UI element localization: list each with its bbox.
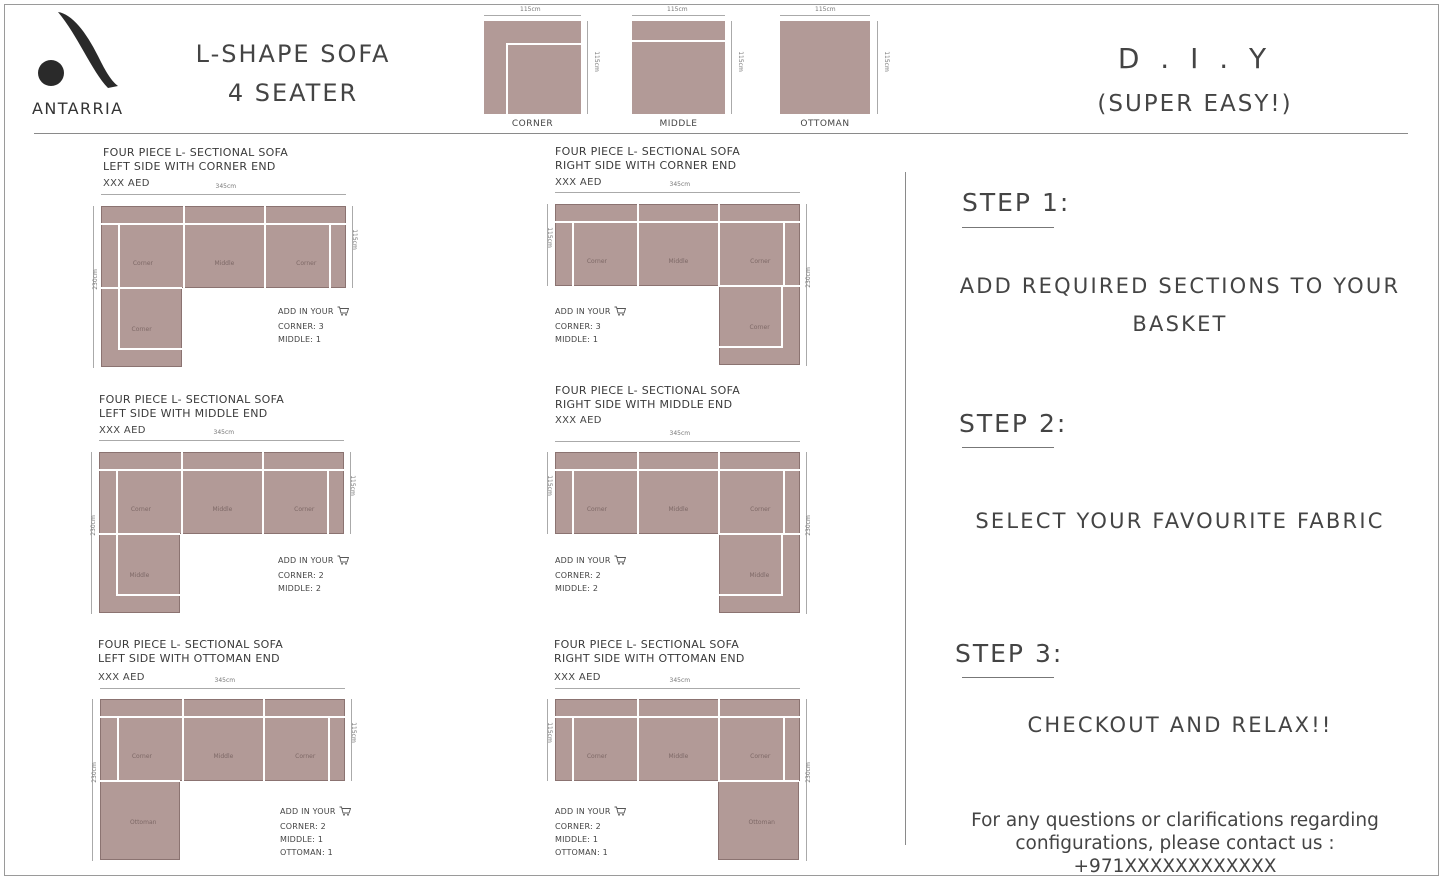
module-width-label: 115cm xyxy=(667,6,688,13)
seam xyxy=(328,716,330,781)
seam xyxy=(719,533,800,535)
seam xyxy=(327,469,329,534)
cart-icon xyxy=(339,806,351,816)
segment-label: Corner xyxy=(132,260,154,267)
seam xyxy=(572,716,574,781)
seam xyxy=(101,287,182,289)
seam xyxy=(719,346,783,348)
step-text: CHECKOUT AND RELAX!! xyxy=(1027,713,1333,737)
module-label: MIDDLE xyxy=(659,119,698,129)
module-depth-label: 115cm xyxy=(592,51,600,72)
seam xyxy=(182,699,184,781)
sofa-top-section xyxy=(555,204,800,286)
config-title: FOUR PIECE L- SECTIONAL SOFA LEFT SIDE WITH MIDDLE END xyxy=(99,393,285,420)
sofa-top-section xyxy=(555,699,800,781)
seam xyxy=(555,469,800,471)
module-depth-label: 115cm xyxy=(882,51,890,72)
config-title: FOUR PIECE L- SECTIONAL SOFA LEFT SIDE WITH OTTOMAN END xyxy=(98,638,284,665)
add-in-your-label: ADD IN YOUR xyxy=(555,307,611,316)
add-in-your-label: ADD IN YOUR xyxy=(278,307,334,316)
seam xyxy=(718,204,720,286)
basket-info xyxy=(555,554,626,595)
count-line: OTTOMAN: 1 xyxy=(280,848,333,857)
basket-info xyxy=(555,305,626,346)
segment-label: Corner xyxy=(130,506,152,513)
seam xyxy=(100,780,180,782)
length-dimension-label: 230cm xyxy=(804,515,812,536)
seam xyxy=(718,452,720,534)
seam xyxy=(572,469,574,534)
header-divider xyxy=(34,133,1408,134)
seam xyxy=(719,594,783,596)
seam xyxy=(781,534,783,596)
seam xyxy=(637,452,639,534)
segment-label: Middle xyxy=(668,753,689,760)
cart-icon xyxy=(337,306,349,316)
step-text: ADD REQUIRED SECTIONS TO YOUR BASKET xyxy=(959,274,1401,336)
width-dimension-line xyxy=(555,688,800,689)
segment-label: Middle xyxy=(668,506,689,513)
seam xyxy=(555,221,800,223)
seam xyxy=(262,452,264,534)
width-dimension-label: 345cm xyxy=(669,677,691,684)
seam xyxy=(637,204,639,286)
length-dimension-label: 230cm xyxy=(91,269,99,290)
seam xyxy=(118,288,120,350)
depth-dimension-label: 115cm xyxy=(348,475,356,496)
seam xyxy=(183,206,185,288)
seam xyxy=(116,469,118,534)
width-dimension-label: 345cm xyxy=(213,429,235,436)
seam xyxy=(783,716,785,781)
cart-icon xyxy=(614,306,626,316)
add-in-your-label: ADD IN YOUR xyxy=(280,807,336,816)
seam xyxy=(118,223,120,288)
width-dimension-label: 345cm xyxy=(215,183,237,190)
width-dimension-label: 345cm xyxy=(669,430,691,437)
config-price: XXX AED xyxy=(554,672,601,683)
depth-dimension-label: 115cm xyxy=(350,229,358,250)
segment-label: Corner xyxy=(586,506,608,513)
width-dimension-line xyxy=(99,440,344,441)
cart-icon xyxy=(337,555,349,565)
width-dimension-label: 345cm xyxy=(669,181,691,188)
step-title: STEP 3: xyxy=(955,639,1064,668)
page-title-line1: L-SHAPE SOFA xyxy=(195,40,391,68)
add-in-your-label: ADD IN YOUR xyxy=(555,807,611,816)
count-line: MIDDLE: 1 xyxy=(278,335,322,344)
module-width-label: 115cm xyxy=(815,6,836,13)
seam xyxy=(99,469,344,471)
config-price: XXX AED xyxy=(99,425,146,436)
count-line: CORNER: 3 xyxy=(278,322,324,331)
step-title: STEP 2: xyxy=(959,409,1068,438)
length-dimension-label: 230cm xyxy=(804,267,812,288)
count-line: CORNER: 3 xyxy=(555,322,601,331)
width-dimension-label: 345cm xyxy=(214,677,236,684)
module-width-label: 115cm xyxy=(520,6,541,13)
segment-label: Corner xyxy=(131,326,152,333)
count-line: CORNER: 2 xyxy=(278,571,324,580)
seam xyxy=(718,780,799,782)
count-line: MIDDLE: 1 xyxy=(555,835,599,844)
segment-label: Middle xyxy=(668,258,689,265)
segment-label: Middle xyxy=(749,572,770,579)
segment-label: Corner xyxy=(131,753,153,760)
count-line: CORNER: 2 xyxy=(280,822,326,831)
page-title-line2: 4 SEATER xyxy=(227,79,359,107)
config-title: FOUR PIECE L- SECTIONAL SOFA RIGHT SIDE WITH MIDDLE END xyxy=(555,384,741,411)
segment-label: Middle xyxy=(129,572,150,579)
count-line: MIDDLE: 1 xyxy=(280,835,324,844)
cart-icon xyxy=(614,806,626,816)
seam xyxy=(719,285,800,287)
cart-icon xyxy=(614,555,626,565)
segment-label: Corner xyxy=(294,506,315,513)
sofa-top-section xyxy=(99,452,344,534)
count-line: CORNER: 2 xyxy=(555,571,601,580)
config-title: FOUR PIECE L- SECTIONAL SOFA LEFT SIDE WITH CORNER END xyxy=(103,146,289,173)
seam xyxy=(263,699,265,781)
config-title: FOUR PIECE L- SECTIONAL SOFA RIGHT SIDE WITH OTTOMAN END xyxy=(554,638,745,665)
depth-dimension-label: 115cm xyxy=(545,227,553,248)
width-dimension-line xyxy=(555,441,800,442)
count-line: MIDDLE: 1 xyxy=(555,335,599,344)
depth-dimension-label: 115cm xyxy=(545,475,553,496)
count-line: MIDDLE: 2 xyxy=(555,584,599,593)
seam xyxy=(264,206,266,288)
segment-label: Corner xyxy=(750,258,771,265)
seam xyxy=(783,469,785,534)
segment-label: Corner xyxy=(295,753,316,760)
module-depth-label: 115cm xyxy=(736,51,744,72)
segment-label: Middle xyxy=(214,260,235,267)
basket-info xyxy=(280,805,351,859)
length-dimension-label: 230cm xyxy=(89,515,97,536)
seam xyxy=(118,348,182,350)
segment-label: Middle xyxy=(212,506,233,513)
segment-label: Corner xyxy=(750,506,771,513)
basket-info xyxy=(555,805,626,859)
count-line: CORNER: 2 xyxy=(555,822,601,831)
seam xyxy=(718,699,720,781)
basket-info xyxy=(278,305,349,346)
length-dimension-label: 230cm xyxy=(90,762,98,783)
config-price: XXX AED xyxy=(103,178,150,189)
contact-line1: For any questions or clarifications regarding xyxy=(971,810,1379,831)
segment-label: Corner xyxy=(749,324,770,331)
seam xyxy=(100,716,345,718)
step-title: STEP 1: xyxy=(962,188,1071,217)
seam xyxy=(117,716,119,781)
seam xyxy=(116,594,180,596)
config-price: XXX AED xyxy=(555,177,602,188)
diy-heading: D . I . Y xyxy=(1117,42,1273,75)
length-dimension-label: 230cm xyxy=(804,762,812,783)
sofa-top-section xyxy=(555,452,800,534)
count-line: MIDDLE: 2 xyxy=(278,584,322,593)
seam xyxy=(99,533,180,535)
brand-name: ANTARRIA xyxy=(32,99,124,118)
width-dimension-line xyxy=(555,192,800,193)
count-line: OTTOMAN: 1 xyxy=(555,848,608,857)
step-text: SELECT YOUR FAVOURITE FABRIC xyxy=(975,509,1385,533)
module-label: OTTOMAN xyxy=(800,119,850,129)
depth-dimension-label: 115cm xyxy=(349,722,357,743)
config-title: FOUR PIECE L- SECTIONAL SOFA RIGHT SIDE WITH CORNER END xyxy=(555,145,741,172)
config-price: XXX AED xyxy=(555,415,602,426)
module-label: CORNER xyxy=(511,119,554,129)
width-dimension-line xyxy=(100,688,345,689)
seam xyxy=(101,223,346,225)
depth-dimension-label: 115cm xyxy=(545,722,553,743)
seam xyxy=(783,221,785,286)
seam xyxy=(781,286,783,348)
diy-subheading: (SUPER EASY!) xyxy=(1097,91,1293,117)
column-divider xyxy=(905,172,906,845)
seam xyxy=(637,699,639,781)
segment-label: Corner xyxy=(586,258,608,265)
seam xyxy=(555,716,800,718)
segment-label: Ottoman xyxy=(130,819,157,826)
sofa-top-section xyxy=(101,206,346,288)
basket-info xyxy=(278,554,349,595)
seam xyxy=(572,221,574,286)
segment-label: Corner xyxy=(296,260,317,267)
segment-label: Corner xyxy=(586,753,608,760)
add-in-your-label: ADD IN YOUR xyxy=(278,556,334,565)
seam xyxy=(181,452,183,534)
seam xyxy=(329,223,331,288)
antarria-logo-icon xyxy=(36,10,122,90)
add-in-your-label: ADD IN YOUR xyxy=(555,556,611,565)
sofa-top-section xyxy=(100,699,345,781)
width-dimension-line xyxy=(101,194,346,195)
config-price: XXX AED xyxy=(98,672,145,683)
segment-label: Corner xyxy=(750,753,771,760)
brand-logo xyxy=(36,10,122,90)
segment-label: Ottoman xyxy=(748,819,775,826)
segment-label: Middle xyxy=(213,753,234,760)
seam xyxy=(116,534,118,596)
contact-line2: configurations, please contact us : +971XXXXXXXXXXXX xyxy=(1015,833,1335,877)
